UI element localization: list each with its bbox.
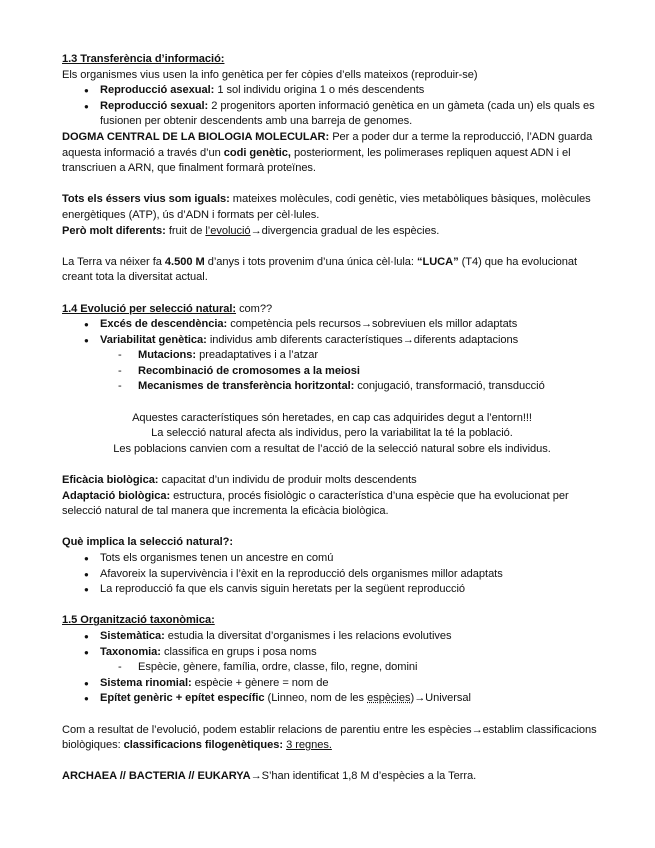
document-page <box>62 52 602 785</box>
term: Eficàcia biològica: <box>62 474 159 487</box>
text: →S’han identificat 1,8 M d’espècies a la Terra. <box>250 770 477 783</box>
paragraph-equal <box>62 192 602 223</box>
definition: espècie + gènere = nom de <box>191 676 329 689</box>
paragraph-adaptation <box>62 489 602 520</box>
list-item <box>62 333 602 349</box>
list-item <box>62 364 602 380</box>
paragraph-efficacy <box>62 473 602 489</box>
term: Adaptació biològica: <box>62 489 171 502</box>
term: Mecanismes de transferència horitzontal: <box>138 380 355 393</box>
definition: )→Universal <box>410 692 471 705</box>
centered-note: Les poblacions canvien com a resultat de l’acció de la selecció natural sobre els individus. <box>113 442 551 455</box>
reproduction-list <box>62 83 602 130</box>
taxonomy-sublist <box>62 660 602 676</box>
nomenclature-list <box>62 676 602 707</box>
text: d’anys i tots provenim d’una única cèl·lula: <box>204 255 417 268</box>
text: estructura, procés fisiològic o característica d’una espècie que ha evolucionat per selecció natural de tal manera que incrementa la eficàcia biològica. <box>62 489 569 518</box>
term: “LUCA” <box>416 255 459 268</box>
heading-text: 1.4 Evolució per selecció natural: <box>62 302 237 315</box>
paragraph-intro: Els organismes vius usen la info genètica per fer còpies d’ells mateixos (reproduir-se) <box>62 68 478 81</box>
section-heading-evolution <box>62 302 602 318</box>
kingdoms-link[interactable]: 3 regnes. <box>286 739 332 752</box>
paragraph-dogma <box>62 130 602 177</box>
definition: 1 sol individu origina 1 o més descendents <box>214 84 425 97</box>
term: Mutacions: <box>138 349 197 362</box>
term: Recombinació de cromosomes a la meiosi <box>138 364 360 377</box>
term: Epítet genèric + epítet específic <box>100 692 265 705</box>
term: Excés de descendència: <box>100 318 228 331</box>
term: Però molt diferents: <box>62 224 166 237</box>
section-heading-transfer: 1.3 Transferència d’informació: <box>62 53 225 65</box>
subheading-implies: Què implica la selecció natural?: <box>62 536 233 549</box>
paragraph-luca <box>62 255 602 286</box>
text: posteriorment, les polimerases repliquen aquest ADN i el transcriuen a ARN, que finalment formarà proteïnes. <box>62 146 571 175</box>
variability-sublist <box>62 348 602 395</box>
paragraph-different <box>62 224 602 240</box>
list-item: ● Tots els organismes tenen un ancestre en comú <box>62 551 602 567</box>
term: Variabilitat genètica: <box>100 333 207 346</box>
term: Reproducció asexual: <box>100 84 215 97</box>
text: Per a poder dur a terme la reproducció, l’ADN guarda aquesta informació a través d’un <box>62 130 593 159</box>
list-item: ● La reproducció fa que els canvis siguin heretats per la següent reproducció <box>62 582 602 598</box>
text: (T4) que ha evolucionat creant tota la diversitat actual. <box>62 255 578 284</box>
list-item <box>62 348 602 364</box>
species-link[interactable]: espècies <box>367 692 411 705</box>
text: mateixes molècules, codi genètic, vies metabòliques bàsiques, molècules energètiques (ATP), ús d’ADN i formats per cèl·lules. <box>62 193 591 221</box>
list-item <box>62 379 602 395</box>
term: 4.500 M <box>164 255 205 268</box>
definition: individus amb diferents característiques→diferents adaptacions <box>206 333 519 346</box>
evolution-list <box>62 317 602 348</box>
definition: conjugació, transformació, transducció <box>354 380 545 393</box>
term: classificacions filogenètiques: <box>123 739 284 752</box>
definition: 2 progenitors aporten informació genètica en un gàmeta (cada un) els quals es fusionen per obtenir descendents amb una barreja de genomes. <box>100 99 595 128</box>
section-heading-taxonomy: 1.5 Organització taxonòmica: <box>62 614 215 627</box>
implies-list <box>62 551 602 598</box>
definition: classifica en grups i posa noms <box>160 645 317 658</box>
list-item: - Espècie, gènere, família, ordre, classe, filo, regne, domini <box>62 660 602 676</box>
list-item <box>62 629 602 645</box>
list-item <box>62 676 602 692</box>
text: Com a resultat de l’evolució, podem establir relacions de parentiu entre les espècies→establim classificacions biològiques: <box>62 723 597 752</box>
text: capacitat d’un individu de produir molts descendents <box>158 474 417 487</box>
list-item <box>62 317 602 333</box>
centered-note: Aquestes característiques són heretades, en cap cas adquirides degut a l’entorn!!! <box>132 411 532 424</box>
definition: estudia la diversitat d’organismes i les relacions evolutives <box>164 629 452 642</box>
text: fruit de <box>165 224 206 237</box>
text: →divergencia gradual de les espècies. <box>250 224 440 237</box>
text: La Terra va néixer fa <box>62 255 165 268</box>
list-item <box>62 691 602 707</box>
list-item <box>62 99 602 130</box>
heading-suffix: com?? <box>236 302 273 315</box>
term: Taxonomia: <box>100 645 161 658</box>
centered-note: La selecció natural afecta als individus, pero la variabilitat la té la població. <box>151 427 513 440</box>
definition: competència pels recursos→sobreviuen els millor adaptats <box>227 318 518 331</box>
paragraph-result <box>62 723 602 754</box>
evolution-link[interactable]: l’evolució <box>205 224 251 237</box>
taxonomy-list <box>62 629 602 660</box>
list-item <box>62 645 602 661</box>
term: Sistema rinomial: <box>100 676 192 689</box>
term: Tots els éssers vius som iguals: <box>62 193 230 206</box>
term: Reproducció sexual: <box>100 99 209 112</box>
term: Sistemàtica: <box>100 629 165 642</box>
term: codi genètic, <box>223 146 291 159</box>
term: ARCHAEA // BACTERIA // EUKARYA <box>62 770 251 783</box>
paragraph-domains <box>62 769 602 785</box>
definition: preadaptatives i a l’atzar <box>196 349 319 362</box>
list-item <box>62 83 602 99</box>
definition: (Linneo, nom de les <box>264 692 368 705</box>
list-item: ● Afavoreix la supervivència i l’èxit en la reproducció dels organismes millor adaptats <box>62 567 602 583</box>
term: DOGMA CENTRAL DE LA BIOLOGIA MOLECULAR: <box>62 130 330 143</box>
